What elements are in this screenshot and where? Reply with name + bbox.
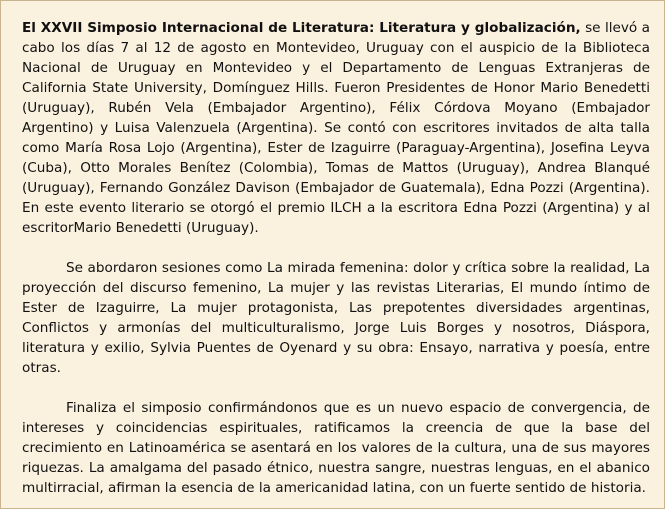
article-body [22, 18, 650, 498]
paragraph-2: Se abordaron sesiones como La mirada femenina: dolor y crítica sobre la realidad, La proyección del discurso femenino, La mujer y las revistas Literarias, El mundo íntimo de Ester de Izaguirre, La mujer protagonista, Las prepotentes diversidades argentinas, Conflictos y armonías del multiculturalismo, Jorge Luis Borges y nosotros, Diáspora, literatura y exilio, Sylvia Puentes de Oyenard y su obra: Ensayo, narrativa y poesía, entre otras. [22, 260, 650, 376]
paragraph-1 [22, 18, 650, 238]
lead-prefix: El [22, 20, 41, 36]
symposium-title: XXVII Simposio Internacional de Literatura: Literatura y globalización, [40, 20, 581, 36]
paragraph-3: Finaliza el simposio confirmándonos que es un nuevo espacio de convergencia, de intereses y coincidencias espirituales, ratificamos la creencia de que la base del crecimiento en Latinoamérica se asentará en los valores de la cultura, una de sus mayores riquezas. La amalgama del pasado étnico, nuestra sangre, nuestras lenguas, en el abanico multirracial, afirman la esencia de la americanidad latina, con un fuerte sentido de historia. [22, 400, 650, 496]
paragraph-1-body: se llevó a cabo los días 7 al 12 de agosto en Montevideo, Uruguay con el auspicio de la Biblioteca Nacional de Uruguay en Montevideo y el Departamento de Lenguas Extranjeras de California State University, Domínguez Hills. Fueron Presidentes de Honor Mario Benedetti (Uruguay), Rubén Vela (Embajador Argentino), Félix Córdova Moyano (Embajador Argentino) y Luisa Valenzuela (Argentina). Se contó con escritores invitados de alta talla como María Rosa Lojo (Argentina), Ester de Izaguirre (Paraguay-Argentina), Josefina Leyva (Cuba), Otto Morales Benítez (Colombia), Tomas de Mattos (Uruguay), Andrea Blanqué (Uruguay), Fernando González Davison (Embajador de Guatemala), Edna Pozzi (Argentina). En este evento literario se otorgó el premio ILCH a la escritora Edna Pozzi (Argentina) y al escritorMario Benedetti (Uruguay). [22, 20, 650, 236]
